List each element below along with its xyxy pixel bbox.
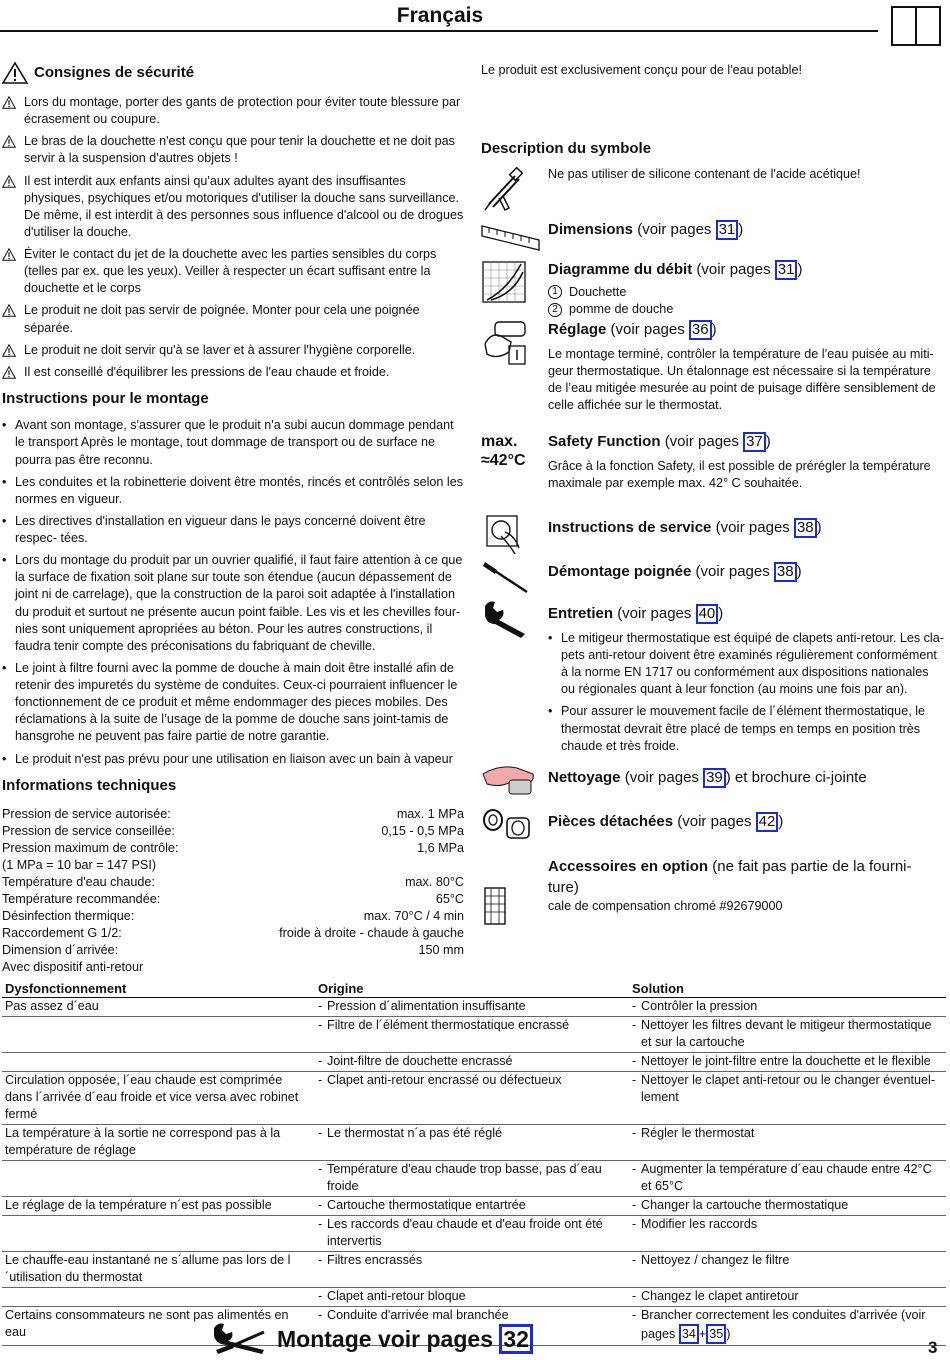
safety-title: Consignes de sécurité [34,63,195,81]
dash: - [318,1198,323,1212]
dash: - [632,1253,637,1267]
maintenance-page-link[interactable]: 40 [696,604,719,624]
tech-label: Avec dispositif anti-retour [2,960,144,975]
problem-cell [2,1288,315,1307]
cleaning-row [481,766,946,806]
solution-text: Modifier les raccords [641,1217,758,1231]
tech-row [2,942,464,959]
safety-function-heading [548,432,946,452]
cause-cell [315,1216,629,1252]
solution-cell [629,1072,946,1125]
dash: - [632,1126,637,1140]
cause-entry [318,1017,626,1034]
dash: - [632,1217,637,1231]
silicone-text: Ne pas utiliser de silicone contenant de l'acide acétique! [548,166,861,181]
tech-label: Dimension d´arrivée: [2,943,119,958]
flow-page-link[interactable]: 31 [775,260,798,280]
handle-ref: (voir pages [695,562,774,580]
dimensions-label: Dimensions [548,220,634,238]
solution-close: ) [726,1327,731,1341]
table-row [2,1017,946,1053]
service-ref: (voir pages [715,518,794,536]
solution-text: Changez le clapet antiretour [641,1289,799,1303]
handle-heading [548,560,946,582]
adjust-label: Réglage [548,320,607,338]
cause-text: Conduite d'arrivée mal branchée [327,1308,509,1322]
potable-note: Le produit est exclusivement conçu pour de l'eau potable! [481,63,802,77]
flow-ref: (voir pages [696,260,775,278]
cause-cell [315,1252,629,1288]
dash: - [318,999,323,1013]
tech-value [228,857,464,874]
solution-text-wrap [641,1252,789,1269]
tools-icon [212,1322,268,1354]
problem-cell [2,1053,315,1072]
problem-cell [2,1216,315,1252]
solution-entry [632,1161,943,1195]
cause-text: Clapet anti-retour bloque [327,1289,466,1303]
flow-heading [548,260,946,280]
warning-icon [2,175,16,188]
left-column [2,62,464,976]
table-row [2,1197,946,1216]
symbol-title: Description du symbole [481,140,652,158]
cleaning-label: Nettoyage [548,768,621,786]
dimensions-row [481,214,946,258]
solution-text-wrap [641,1017,943,1051]
tech-row [2,908,464,925]
handle-row [481,560,946,604]
cause-text: Clapet anti-retour encrassé ou défectueux [327,1073,562,1087]
cause-entry [318,1288,626,1305]
safety-item [2,246,464,297]
maintenance-item: • Pour assurer le mouvement facile de l´élément thermostatique, le thermostat devrait être placé de temps en temps en position très chaude et très froide. [548,703,946,754]
cause-text: Filtres encrassés [327,1253,423,1267]
dash: - [632,1054,637,1068]
solution-text-wrap [641,1125,754,1142]
service-page-link[interactable]: 38 [794,518,817,538]
tech-value: max. 80°C [405,875,464,890]
tech-value: 0,15 - 0,5 MPa [381,824,464,839]
solution-text-wrap [641,1053,931,1070]
solution-entry [632,1017,943,1051]
cause-cell [315,1125,629,1161]
install-item: • Le joint à filtre fourni avec la pomme de douche à main doit être installé afin de retenir des impuretés du système de conduites. Ceux-ci pourraient influencer le fonctionnement de ce produit et même endommager des pieces mobiles. Des réclamations à la suite de l’usage de la pomme de douche sans joint-tamis de hansgrohe ne peuvent pas faire partie de notre garantie. [2,660,464,746]
flow-block [548,260,946,319]
header-problem: Dysfonctionnement [2,980,315,998]
cause-text: Température d'eau chaude trop basse, pas d´eau froide [327,1162,602,1193]
safety-function-label: Safety Function [548,432,661,450]
problem-cell: Le chauffe-eau instantané ne s´allume pas lors de l´utilisation du thermostat [2,1252,315,1288]
dash: - [318,1289,323,1303]
temp-icon-label: ≈42°C [481,451,526,469]
page-title: Français [396,4,484,27]
header-divider [0,30,878,32]
cleaning-page-link[interactable]: 39 [703,768,726,788]
knob-hand-icon [481,514,525,556]
cause-cell [315,1017,629,1053]
cause-cell [315,1053,629,1072]
dash: - [632,999,637,1013]
solution-text: Contrôler la pression [641,999,758,1013]
tech-label: Température recommandée: [2,892,161,907]
table-row [2,1053,946,1072]
problem-cell: Circulation opposée, l´eau chaude est comprimée dans l´arrivée d´eau froide et vice versa avec robinet fermé [2,1072,315,1125]
flow-row [481,260,946,318]
cause-entry [318,1161,626,1195]
maintenance-list [548,630,946,755]
safety-item [2,133,464,167]
problem-cell: Certains consommateurs ne sont pas alimentés en eau [2,1307,315,1346]
dash: - [632,1198,637,1212]
max-temp-icon [481,432,526,470]
maintenance-ref: (voir pages [617,604,696,622]
cause-text: Le thermostat n´a pas été réglé [327,1126,503,1140]
problem-cell [2,1161,315,1197]
solution-cell [629,1252,946,1288]
cause-cell [315,1072,629,1125]
safety-function-row [481,432,946,512]
table-row [2,1288,946,1307]
solution-text: Nettoyez / changez le filtre [641,1253,790,1267]
tech-value: 65°C [435,892,464,907]
safety-function-page-link[interactable]: 37 [743,432,766,452]
header-cause: Origine [315,980,629,998]
max-icon-label: max. [481,432,518,450]
solution-entry [632,1252,943,1269]
tech-row [2,959,464,976]
safety-item [2,173,464,242]
tech-row [2,925,464,942]
maintenance-close: ) [718,604,724,622]
solution-entry [632,1197,943,1214]
tech-row [2,806,464,823]
solution-cell [629,1216,946,1252]
safety-item [2,342,464,359]
adjust-ref: (voir pages [610,320,689,338]
solution-text: Brancher correctement les conduites d'arrivée (voir pages [641,1308,926,1341]
maintenance-row [481,604,946,758]
page-footer [0,1318,950,1360]
cause-text: Pression d´alimentation insuffisante [327,999,526,1013]
right-column [481,62,946,928]
cause-entry [318,1053,626,1070]
adjust-row [481,320,946,424]
dash: - [318,1073,323,1087]
circled-number: 2 [548,303,562,317]
flow-items [548,284,946,318]
flow-item [548,284,946,301]
dimensions-ref: (voir pages [637,220,716,238]
solution-cell [629,1161,946,1197]
troubleshooting-table [2,980,946,1346]
wrench-icon [481,598,533,638]
tech-row [2,891,464,908]
service-label: Instructions de service [548,518,712,536]
spare-parts-icon [481,802,537,846]
solution-entry [632,1216,943,1233]
install-item: • Le produit n'est pas prévu pour une utilisation en liaison avec un bain à vapeur [2,751,464,768]
flow-item-text: Douchette [569,284,627,299]
cause-text: Joint-filtre de douchette encrassé [327,1054,513,1068]
dash: - [318,1018,323,1032]
circled-number: 1 [548,285,562,299]
solution-text: Changer la cartouche thermostatique [641,1198,849,1212]
install-title: Instructions pour le montage [2,389,209,407]
safety-item-text: Le produit ne doit pas servir de poignée. Monter pour cela une poignée séparée. [24,303,420,335]
cause-cell [315,1197,629,1216]
cause-entry [318,1125,626,1142]
problem-cell: Pas assez d´eau [2,998,315,1017]
flow-label: Diagramme du débit [548,260,693,278]
table-row [2,1072,946,1125]
problem-cell: La température à la sortie ne correspond pas à la température de réglage [2,1125,315,1161]
link-separator: + [698,1327,707,1341]
install-item: • Les directives d'installation en vigueur dans le pays concerné doivent être respec- tées. [2,513,464,547]
dash: - [318,1253,323,1267]
accessories-note: (ne fait pas partie de la fourni- ture) [548,857,912,896]
safety-item-text: Il est conseillé d'équilibrer les pressions de l'eau chaude et froide. [24,364,390,379]
cause-cell [315,998,629,1017]
dimensions-page-link[interactable]: 31 [716,220,739,240]
accessories-row [481,856,946,928]
safety-heading [2,62,464,84]
solution-text: Nettoyer le joint-filtre entre la douchette et le flexible [641,1054,931,1068]
solution-cell [629,1053,946,1072]
cause-text: Les raccords d'eau chaude et d'eau froide ont été intervertis [327,1217,603,1248]
handle-label: Démontage poignée [548,562,692,580]
warning-icon [2,366,16,379]
warning-icon [2,96,16,109]
solution-page-link[interactable]: 34 [679,1324,699,1344]
cause-text: Filtre de l´élément thermostatique encrassé [327,1018,570,1032]
troubleshooting-body [2,998,946,1346]
dimensions-close: ) [738,220,744,238]
solution-entry [632,1125,943,1142]
maintenance-label: Entretien [548,604,614,622]
parts-label: Pièces détachées [548,812,674,830]
safety-item [2,364,464,381]
solution-cell [629,1288,946,1307]
tech-value [228,959,464,976]
tech-label: Désinfection thermique: [2,909,135,924]
install-list [2,417,464,767]
safety-function-close: ) [765,432,771,450]
safety-function-ref: (voir pages [664,432,744,450]
tech-value: max. 70°C / 4 min [363,909,464,924]
solution-text: Augmenter la température d´eau chaude entre 42°C et 65°C [641,1162,932,1193]
adjust-close: ) [711,320,717,338]
tech-label: Pression maximum de contrôle: [2,841,179,856]
adjust-block [548,320,946,415]
safety-item-text: Il est interdit aux enfants ainsi qu'aux adultes ayant des insuffisantes physiques, psychiques et/ou motoriques d'utiliser la douche sans surveillance. De même, il est interdit à des personnes sous influence d'alcool ou de drogues d'utiliser la douche. [24,173,464,239]
solution-text: Nettoyer les filtres devant le mitigeur thermostatique et sur la cartouche [641,1018,932,1049]
cause-cell [315,1161,629,1197]
footer-mounting-ref [277,1324,533,1355]
solution-cell [629,998,946,1017]
compensation-plate-icon [481,886,511,928]
solution-text: Régler le thermostat [641,1126,755,1140]
dash: - [632,1073,637,1087]
tech-label: Pression de service conseillée: [2,824,175,839]
table-row [2,1252,946,1288]
cause-entry [318,1216,626,1250]
cleaning-heading [548,766,946,788]
tech-label: Raccordement G 1/2: [2,926,122,941]
cause-entry [318,998,626,1015]
safety-item-text: Le bras de la douchette n'est conçu que pour tenir la douchette et ne doit pas servir à la suspension d'autres objets ! [24,134,455,166]
solution-cell [629,1125,946,1161]
warning-icon [2,304,16,317]
warning-icon [2,344,16,357]
table-row [2,1161,946,1197]
adjust-text: Le montage terminé, contrôler la température de l’eau puisée au miti- geur thermostatique. Un étalonnage est nécessaire si la température de l’eau mitigée mesurée au point de puisage diffère sensiblement de celle affichée sur le thermostat. [548,346,936,413]
accessories-heading [548,856,946,898]
troubleshooting-header-row [2,980,946,998]
dash: - [632,1018,637,1032]
solution-entry [632,1072,943,1106]
tech-row [2,857,464,874]
service-heading [548,516,946,538]
table-row [2,1216,946,1252]
dash: - [318,1308,323,1322]
adjust-heading [548,320,946,340]
silicone-gun-icon [481,166,529,212]
cause-entry [318,1197,626,1214]
cleaning-close: ) [725,768,731,786]
cause-cell [315,1288,629,1307]
accessories-text: cale de compensation chromé #92679000 [548,898,783,913]
cleaning-ref: (voir pages [624,768,704,786]
cause-entry [318,1072,626,1089]
dash: - [318,1217,323,1231]
header-solution: Solution [629,980,946,998]
table-row [2,998,946,1017]
solution-text-wrap [641,1161,943,1195]
install-item: • Lors du montage du produit par un ouvrier qualifié, il faut faire attention à ce que la surface de fixation soit plane sur toute son étendue (aucun dépassement de joint ni de carrelage), que la construction de la paroi soit adaptée à l'installation du produit et surtout ne présente aucun point faible. Les vis et les chevilles four- nies sont uniquement apropriées au béton. Pour les autres constructions, il faudra tenir compte des préconisations du fabriquant de cheville. [2,552,464,655]
tech-value: 150 mm [418,943,464,958]
tech-row [2,840,464,857]
solution-page-link[interactable]: 35 [706,1324,726,1344]
warning-icon [2,248,16,261]
silicone-row [481,166,946,212]
adjust-page-link[interactable]: 36 [689,320,712,340]
flow-graph-icon [481,260,527,304]
cleaning-hand-icon [481,760,537,800]
solution-cell [629,1197,946,1216]
flow-close: ) [797,260,803,278]
parts-heading [548,810,946,832]
thermostat-adjust-icon [481,320,531,366]
tech-title: Informations techniques [2,776,177,794]
problem-cell [2,1017,315,1053]
handle-page-link[interactable]: 38 [774,562,797,582]
flow-item [548,301,946,318]
dimensions-heading [548,214,946,240]
dash: - [632,1308,637,1322]
tech-row [2,823,464,840]
cleaning-extra: et brochure ci-jointe [730,768,867,786]
solution-text-wrap [641,1216,757,1233]
safety-item [2,94,464,128]
problem-cell: Le réglage de la température n´est pas possible [2,1197,315,1216]
solution-entry [632,1288,943,1305]
safety-item-text: Éviter le contact du jet de la douchette avec les parties sensibles du corps (telles par ex. que les yeux). Veiller à respecter un écart suffisant entre la douchette et le corps [24,247,437,296]
solution-text: Nettoyer le clapet anti-retour ou le changer éventuel- lement [641,1073,936,1104]
tech-value: max. 1 MPa [396,807,464,822]
solution-entry [632,998,943,1015]
safety-function-text: Grâce à la fonction Safety, il est possible de prérégler la température maximale par exemple max. 42° C souhaitée. [548,458,931,491]
tech-value: froide à droite - chaude à gauche [279,926,464,941]
dash: - [318,1054,323,1068]
footer-page-link[interactable]: 32 [499,1324,533,1354]
parts-close: ) [778,812,784,830]
solution-text-wrap [641,998,757,1015]
accessories-label: Accessoires en option [548,857,709,875]
solution-text-wrap [641,1197,848,1214]
ruler-icon [481,216,541,256]
tech-row [2,874,464,891]
solution-cell [629,1017,946,1053]
solution-text-wrap [641,1072,943,1106]
tech-label: Pression de service autorisée: [2,807,171,822]
safety-item-text: Lors du montage, porter des gants de protection pour éviter toute blessure par écrasement ou coupure. [24,95,461,127]
footer-title-text: Montage voir pages [277,1326,500,1352]
parts-row [481,810,946,850]
warning-icon [2,135,16,148]
tech-value: 1,6 MPa [417,841,464,856]
install-item: • Les conduites et la robinetterie doivent être montés, rincés et contrôlés selon les normes en vigueur. [2,474,464,508]
maintenance-item: • Le mitigeur thermostatique est équipé de clapets anti-retour. Les cla- pets anti-retour doivent être examinés régulièrement conformément à la norme EN 1717 ou conformément aux dispositions nationales ou régionales quant à leur fonction (au moins une fois par an). [548,630,946,699]
warning-icon [2,62,28,84]
cause-text: Cartouche thermostatique entartrée [327,1198,526,1212]
dash: - [632,1289,637,1303]
safety-function-block [548,432,946,493]
solution-entry [632,1053,943,1070]
safety-item-text: Le produit ne doit servir qu'à se laver et à assurer l'hygiène corporelle. [24,342,416,357]
cause-entry [318,1252,626,1269]
tech-table [2,806,464,976]
safety-list [2,94,464,381]
parts-page-link[interactable]: 42 [756,812,779,832]
service-close: ) [816,518,822,536]
flow-item-text: pomme de douche [569,302,674,317]
solution-text-wrap [641,1288,799,1305]
dash: - [632,1162,637,1176]
tech-label: (1 MPa = 10 bar = 147 PSI) [2,858,157,873]
book-icon [891,6,941,46]
install-item: • Avant son montage, s'assurer que le produit n'a subi aucun dommage pendant le transport Après le montage, tout dommage de transport ou de surface ne pourra pas être reconnu. [2,417,464,468]
parts-ref: (voir pages [677,812,756,830]
screwdriver-icon [481,556,531,596]
tech-label: Température d'eau chaude: [2,875,155,890]
safety-item [2,302,464,336]
page-number: 3 [928,1338,938,1357]
table-row [2,1125,946,1161]
maintenance-heading [548,604,946,624]
page-header [0,0,950,48]
accessories-block [548,856,946,915]
service-row [481,516,946,560]
dash: - [318,1126,323,1140]
dash: - [318,1162,323,1176]
handle-close: ) [796,562,802,580]
maintenance-block [548,604,946,755]
